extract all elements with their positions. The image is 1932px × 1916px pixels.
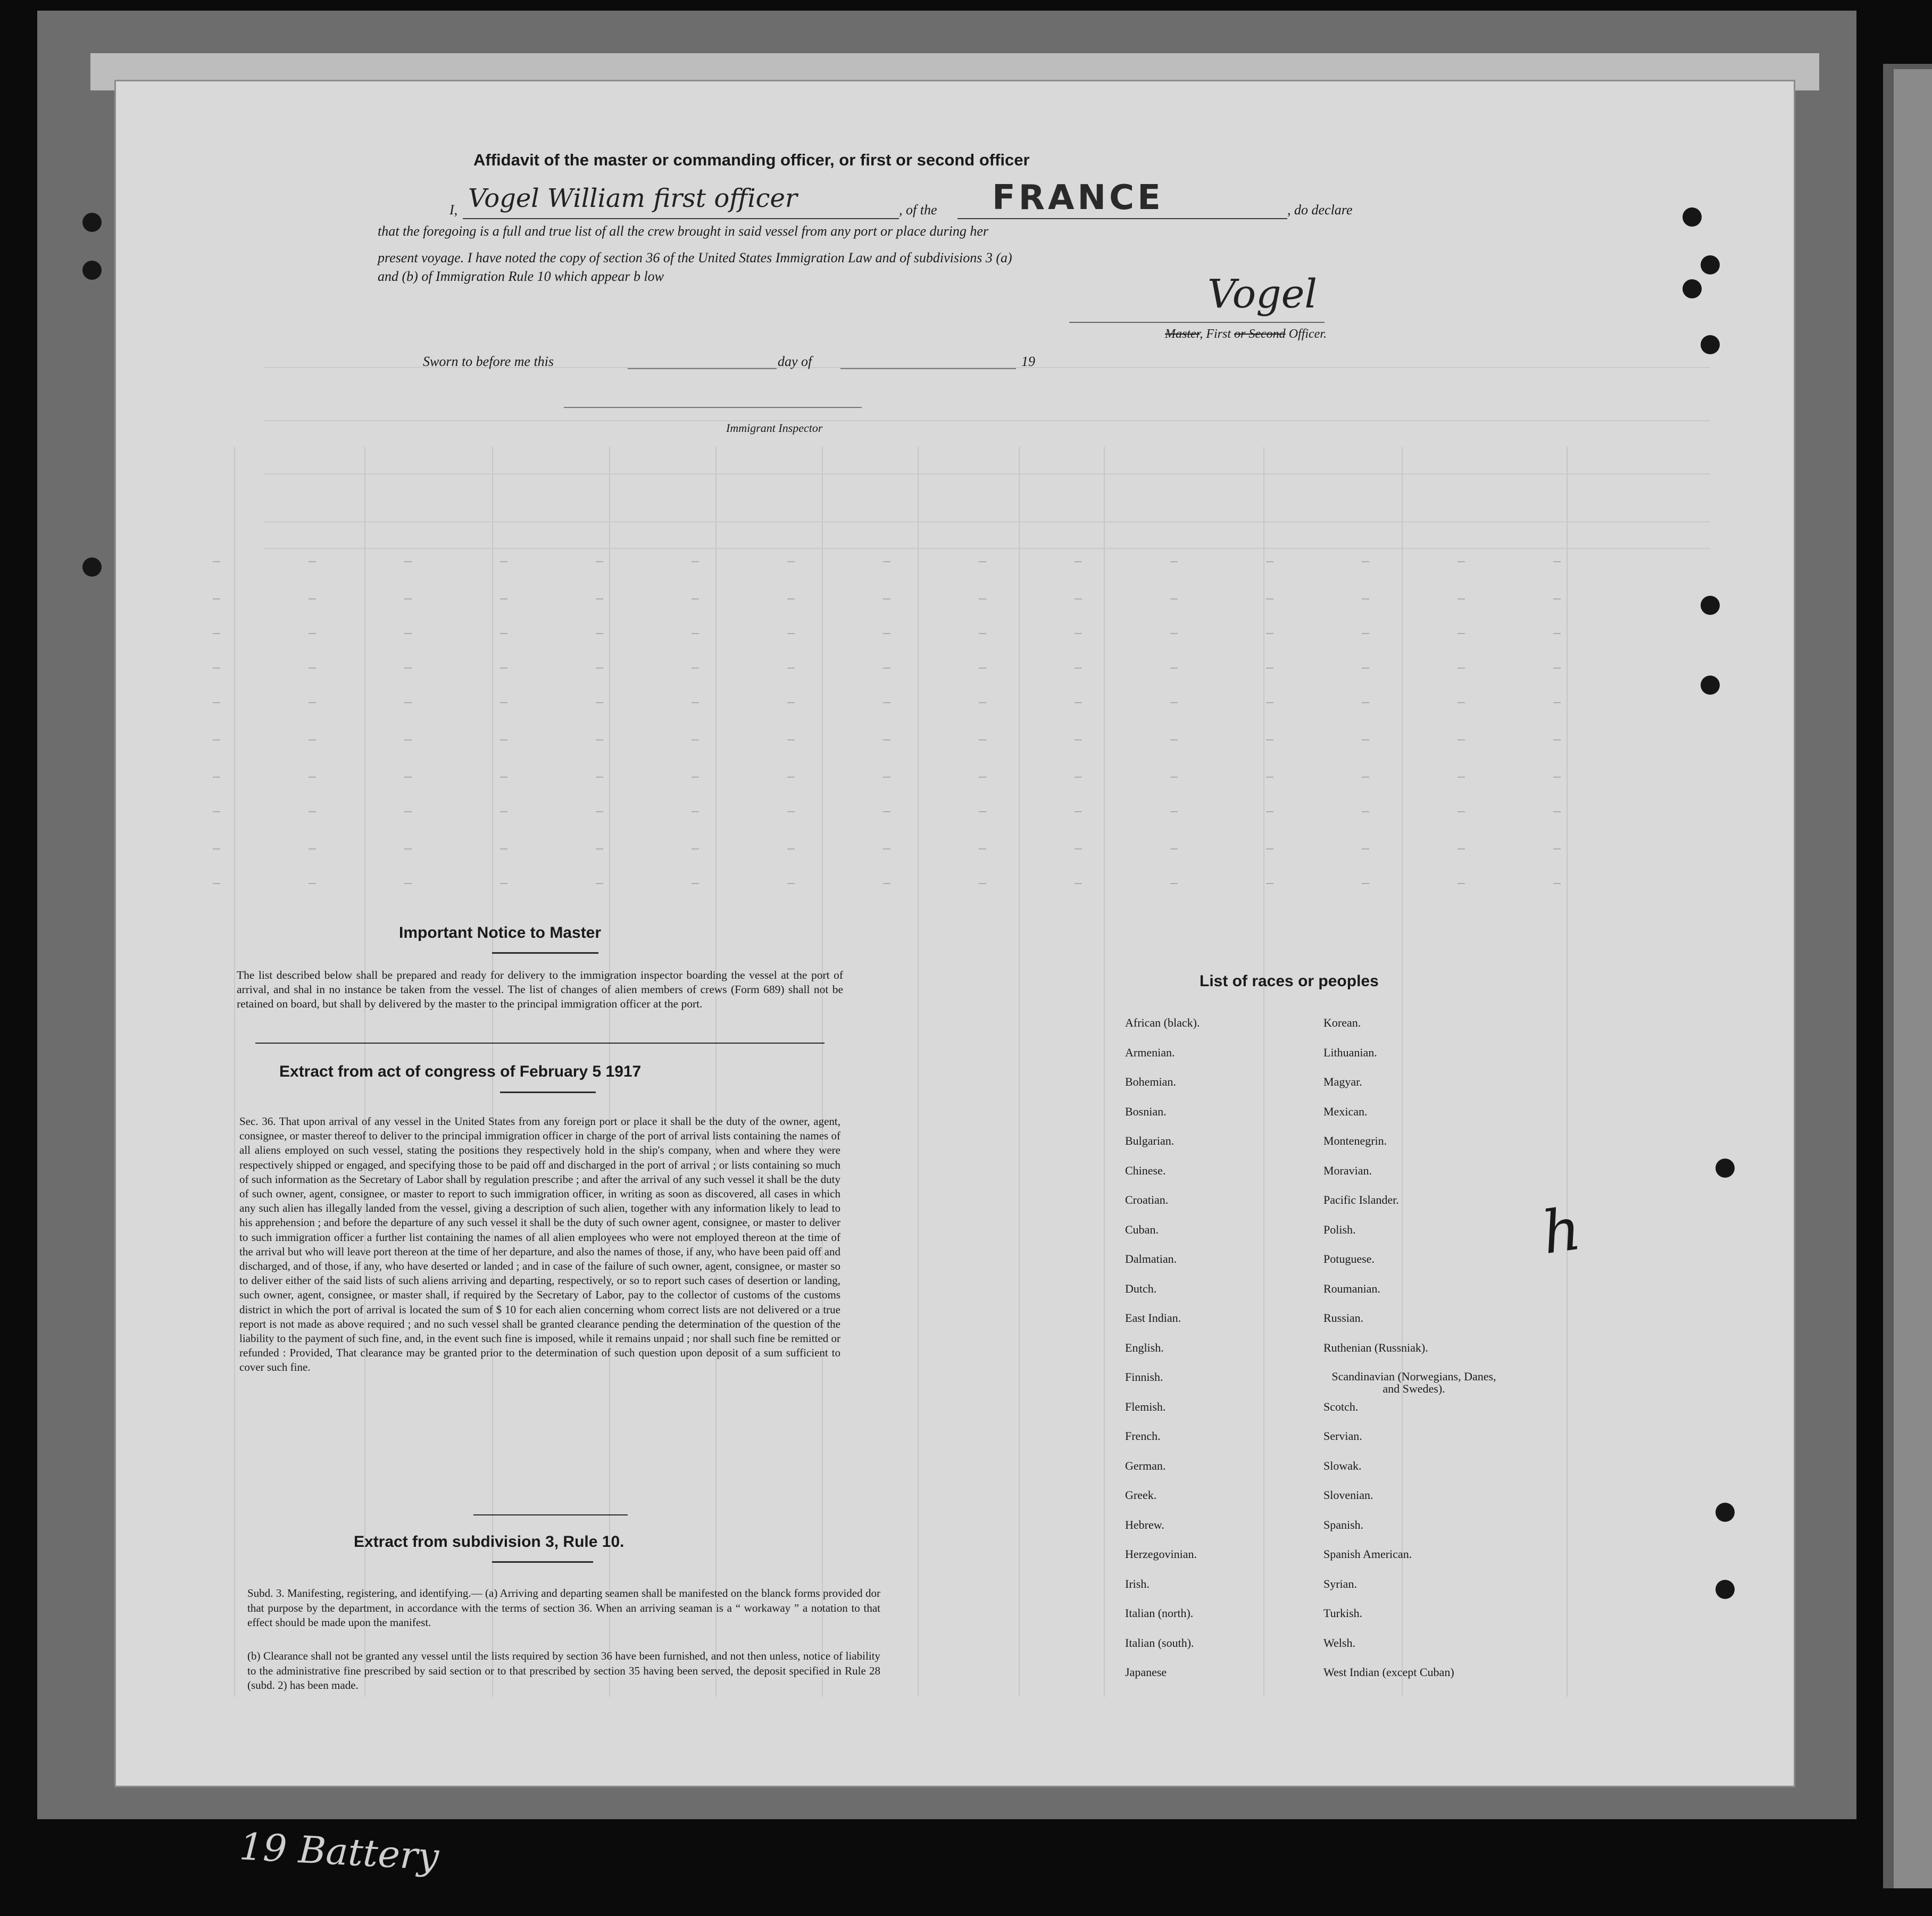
sworn-day-of: day of [778,354,812,369]
dash-row [213,811,1596,812]
dash-row [213,668,1596,669]
race-item: Flemish. [1125,1399,1166,1413]
handwritten-mark: h [1538,1194,1585,1268]
dash-row [213,739,1596,740]
race-item: Syrian. [1323,1577,1357,1590]
manifest-page [114,80,1795,1787]
race-item: Slowak. [1323,1459,1362,1472]
extract-rule10-rule [492,1561,593,1563]
dash-row [213,561,1596,562]
binder-hole [82,213,102,232]
dash-row [213,598,1596,599]
name-underline [463,218,899,219]
first-label: , First [1200,327,1235,341]
race-item: Bohemian. [1125,1075,1176,1088]
binder-hole [82,261,102,280]
race-item: Ruthenian (Russniak). [1323,1340,1428,1354]
notice-title: Important Notice to Master [399,924,602,942]
binder-hole [1701,676,1720,695]
race-item: Armenian. [1125,1045,1175,1059]
race-item: Lithuanian. [1323,1045,1377,1059]
race-item: Bulgarian. [1125,1134,1175,1147]
immigrant-inspector-label: Immigrant Inspector [726,421,823,435]
race-item: Slovenian. [1323,1488,1373,1502]
do-declare-label: , do declare [1287,202,1353,218]
race-item: Cuban. [1125,1222,1159,1236]
handwritten-bottom-note: 19 Battery [238,1825,440,1879]
dash-row [213,633,1596,634]
race-item: English. [1125,1340,1164,1354]
race-item: Roumanian. [1323,1281,1380,1295]
affidavit-i: I, [449,202,458,218]
binder-hole [1716,1159,1735,1178]
race-item: Korean. [1323,1016,1361,1029]
binder-hole [82,557,102,577]
notice-rule [492,952,598,954]
race-item: East Indian. [1125,1311,1181,1324]
officer-suffix: Officer. [1285,327,1327,341]
race-item: Finnish. [1125,1370,1163,1384]
binder-hole [1683,207,1702,227]
binder-hole [1701,255,1720,274]
race-item: Japanese [1125,1665,1167,1679]
race-item: Hebrew. [1125,1518,1164,1531]
race-item: Bosnian. [1125,1104,1167,1118]
race-item: Montenegrin. [1323,1134,1387,1147]
section-divider [255,1043,825,1044]
dash-row [213,848,1596,849]
subdivision-a-text: Subd. 3. Manifesting, registering, and identifying.— (a) Arriving and departing seamen shall be manifested on the blanck forms provided dor that purpose by the department, in accordance with the terms of section 36. When an arriving seaman is a “ workaway ” a notation to that effect should be made upon the manifest. [247,1587,880,1629]
race-item: Dutch. [1125,1281,1157,1295]
inspector-signature-line [564,407,862,408]
ship-name: FRANCE [992,178,1164,218]
race-item: German. [1125,1459,1166,1472]
sworn-day-blank [628,368,777,369]
affidavit-line-3: present voyage. I have noted the copy of section 36 of the United States Immigration Law and of subdivisions 3 (a) [378,250,1012,265]
race-item: Servian. [1323,1429,1362,1443]
dash-row [213,777,1596,778]
sworn-month-blank [840,368,1016,369]
race-item: Chinese. [1125,1163,1166,1177]
section-36-text: Sec. 36. That upon arrival of any vessel in the United States from any foreign port or place it shall be the duty of the owner, agent, consignee, or master thereof to deliver to the principal immigration officer in charge of the port of arrival lists containing the names of all aliens employed on such vessel, stating the positions they respectively hold in the ship's company, when and where they were respectively shipped or engaged, and specifying those to be paid off and discharged in the port of arrival ; or lists containing so much of such information as the Secretary of Labor shall by regulation prescribe ; and after the arrival of any such vessel it shall be the duty of such owner, agent, consignee, or master to report to such immigration officer, in writing as soon as discovered, all cases in which any such alien has illegally landed from the vessel, giving a description of such alien, together with any information likely to lead to his apprehension ; and before the departure of any such vessel it shall be the duty of such owner agent, consignee, or master to deliver to such immigration officer a further list containing the names of all alien employees who were not employed thereon at the time of the arrival but who will leave port thereon at the time of her departure, and also the names of those, if any, who have been paid off and discharged, and of those, if any, who have deserted or landed ; and in case of the failure of such owner, agent, consignee, or master so to deliver either of the said lists of such aliens arriving and departing, respectively, or so to report such cases of desertion or landing, such owner, agent, consignee, or master shall, if required by the Secretary of Labor, pay to the collector of customs of the customs district in which the port of arrival is located the sum of $ 10 for each alien concerning whom correct lists are not delivered or a true report is not made as above required ; and no such vessel shall be granted clearance pending the determination of the question of the liability to the payment of such fine, and, in the event such fine is imposed, while it remains unpaid ; nor shall such fine be remitted or refunded : Provided, That clearance may be granted prior to the determination of such question upon deposit of a sum sufficient to cover such fine. [239,1115,840,1374]
race-item: Irish. [1125,1577,1150,1590]
race-item: West Indian (except Cuban) [1323,1665,1454,1679]
section-36-end-rule [473,1514,628,1515]
race-item: Potuguese. [1323,1252,1375,1265]
race-item: Welsh. [1323,1636,1355,1650]
dash-row [213,883,1596,884]
race-item: Pacific Islander. [1323,1193,1399,1206]
race-item: Dalmatian. [1125,1252,1177,1265]
race-item: African (black). [1125,1016,1200,1029]
of-the-label: , of the [899,202,937,218]
race-item: Turkish. [1323,1606,1363,1620]
race-item: Italian (north). [1125,1606,1194,1620]
race-item: Croatian. [1125,1193,1169,1206]
binder-hole [1683,279,1702,298]
race-item: Scandinavian (Norwegians, Danes, and Swedes). [1331,1370,1496,1395]
sworn-before: Sworn to before me this [423,354,554,369]
subdivision-b-text: (b) Clearance shall not be granted any vessel until the lists required by section 36 have been furnished, and not then unless, notice of liability to the administrative fine prescribed by said section or to that prescribed by section 35 having been served, the deposit specified in Rule 28 (subd. 2) has been made. [247,1650,880,1692]
race-item: Polish. [1323,1222,1356,1236]
race-item: Spanish American. [1323,1547,1412,1561]
race-item: Greek. [1125,1488,1157,1502]
sworn-year: 19 [1021,354,1035,369]
race-item: Italian (south). [1125,1636,1194,1650]
binder-hole [1716,1580,1735,1599]
extract-act-title: Extract from act of congress of February 5 1917 [279,1063,642,1080]
race-item: Spanish. [1323,1518,1364,1531]
ship-underline [957,218,1287,219]
master-struck: Master [1165,327,1200,341]
affidavit-line-2: that the foregoing is a full and true list of all the crew brought in said vessel from any port or place during her [378,223,989,239]
extract-act-rule [500,1092,596,1093]
handwritten-officer-name: Vogel William first officer [468,184,797,213]
race-item: Moravian. [1323,1163,1372,1177]
extract-rule10-title: Extract from subdivision 3, Rule 10. [354,1533,624,1551]
affidavit-title: Affidavit of the master or commanding officer, or first or second officer [473,151,1030,169]
race-item: French. [1125,1429,1161,1443]
race-item: Russian. [1323,1311,1364,1324]
officer-title-line [1165,327,1327,341]
races-title: List of races or peoples [1200,972,1379,990]
binder-hole [1716,1503,1735,1522]
race-item: Scotch. [1323,1399,1359,1413]
notice-text: The list described below shall be prepared and ready for delivery to the immigration inspector boarding the vessel at the port of arrival, and shal in no instance be taken from the vessel. The list of changes of alien members of crews (Form 689) shall not be retained on board, but shall by delivered by the master to the principal immigration officer at the port. [237,969,843,1010]
affidavit-line-4: and (b) of Immigration Rule 10 which appear b low [378,269,664,284]
race-item: Magyar. [1323,1075,1362,1088]
race-item: Mexican. [1323,1104,1368,1118]
second-struck: or Second [1234,327,1286,341]
binder-hole [1701,596,1720,615]
dash-row [213,702,1596,703]
race-item: Herzegovinian. [1125,1547,1197,1561]
adjacent-page-strip [1894,69,1932,1888]
officer-signature: Vogel [1208,271,1318,317]
binder-hole [1701,335,1720,354]
signature-line [1069,322,1325,323]
